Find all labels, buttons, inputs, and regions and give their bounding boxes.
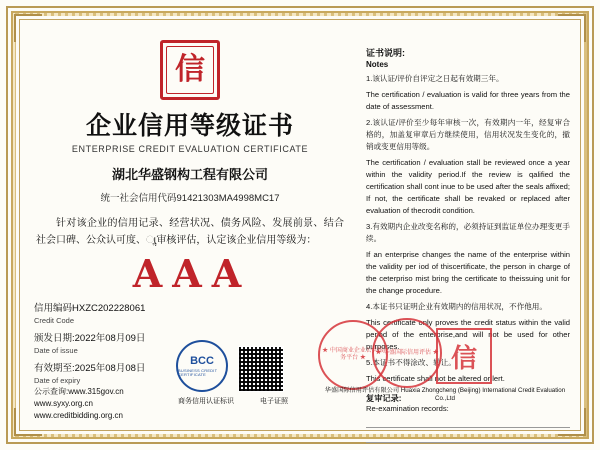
note-item-4: The certification / evaluation stall be reviewed once a year within the validity period.If the review is qalified the certification shall cont inue to be used after the seals affixed; If not, the certificate shall be revaked or replaced after evaluation of thecrodit condition.: [366, 157, 570, 215]
note-item-10: This certificate shall not be altered or lert.: [366, 373, 505, 383]
reexamination-heading-en: Re-examination records:: [366, 403, 449, 413]
official-stamp-square: 信: [436, 328, 492, 384]
field-credit-code-label: 信用编码HXZC202228061: [34, 303, 146, 314]
badge-captions: [178, 396, 288, 406]
unified-social-credit-code: 统一社会信用代码91421303MA4998MC17: [100, 193, 280, 204]
note-item-8: This certificate only proves the credit status within the valid period of the enterprise,and will not be used for other purposes.: [366, 317, 570, 351]
official-stamp-platform: ★ 中国商业企业公共服务平台 ★: [318, 320, 388, 390]
field-date-of-expiry-label: 有效期至:2025年08月08日: [34, 362, 146, 374]
note-item-2: The certification / evaluation is valid for three years from the date of assessment.: [366, 89, 570, 111]
verification-link-1[interactable]: 公示查询:www.315gov.cn: [34, 387, 124, 396]
credit-grade: AAA: [132, 251, 252, 296]
verification-link-3[interactable]: www.creditbidding.org.cn: [34, 411, 123, 420]
verification-link-2[interactable]: www.syxy.org.cn: [34, 399, 93, 408]
badge-caption-left: 商务信用认证标识: [178, 398, 234, 405]
field-date-of-expiry-en: Date of expiry: [34, 375, 81, 385]
field-date-of-issue-label: 颁发日期:2022年08月09日: [34, 332, 146, 344]
reexamination-line-1: [366, 415, 570, 428]
notes-heading-cn: 证书说明:: [366, 48, 405, 58]
note-item-6: If an enterprise changes the name of the enterprise within the validity per iod of thiscertificate, the person in charge of the ceterpriso mist bring the certificate to theissuing unit for the change procedure.: [366, 249, 570, 295]
certificate-body-text: [34, 216, 346, 249]
note-item-3: 2.该认证/评价至少每年审核一次，有效期内一年，经复审合格的，加盖复审章后方继续使用，信用状况发生变化的，撤销或变更信用等级。: [366, 117, 570, 151]
certificate-title-cn: 企业信用等级证书: [85, 111, 294, 140]
certificate-title-en: ENTERPRISE CREDIT EVALUATION CERTIFICATE: [71, 144, 309, 154]
credit-seal-logo: 信: [160, 40, 220, 100]
certification-badges: [176, 340, 284, 392]
certificate-body-paragraph: 针对该企业的信用记录、经营状况、债务风险、发展前景、结合社会口碑、公众认可度、ાૣ审核评估，认定该企业信用等级为：: [36, 218, 344, 246]
notes-heading-en: Notes: [366, 60, 389, 69]
note-item-7: 4.本证书只证明企业有效期内的信用状况，不作他用。: [366, 301, 547, 311]
qr-code[interactable]: [238, 346, 284, 392]
company-name: 湖北华盛钢构工程有限公司: [111, 167, 268, 182]
note-item-5: 3.有效期内企业改变名称的，必须持证到监证单位办理变更手续。: [366, 221, 570, 243]
issuing-organization-caption: 华盛国际信用评估有限公司 Huaxia Zhongcheng (Beijing) International Credit Evaluation Co.,Ltd: [324, 386, 566, 403]
official-stamp-evaluator: ★ 华盛国际信用评估 ★: [372, 318, 442, 388]
reexamination-line-2: [366, 430, 570, 443]
field-credit-code: [34, 303, 346, 326]
verification-links: [34, 386, 124, 422]
bcc-badge-text: BCC: [190, 354, 214, 367]
bcc-badge: [176, 340, 228, 392]
field-date-of-issue-en: Date of issue: [34, 345, 78, 355]
note-item-1: 1.该认证/评价自评定之日起有效期三年。: [366, 74, 504, 83]
note-item-9: 5.本证书不得涂改、转让。: [366, 357, 456, 367]
field-credit-code-en: Credit Code: [34, 315, 75, 325]
badge-caption-right: 电子证照: [260, 398, 288, 405]
bcc-badge-subtext: BUSINESS CREDIT CERTIFICATE: [178, 367, 218, 377]
reexamination-heading-cn: 复审记录:: [366, 393, 402, 403]
certificate-content: [24, 24, 576, 426]
